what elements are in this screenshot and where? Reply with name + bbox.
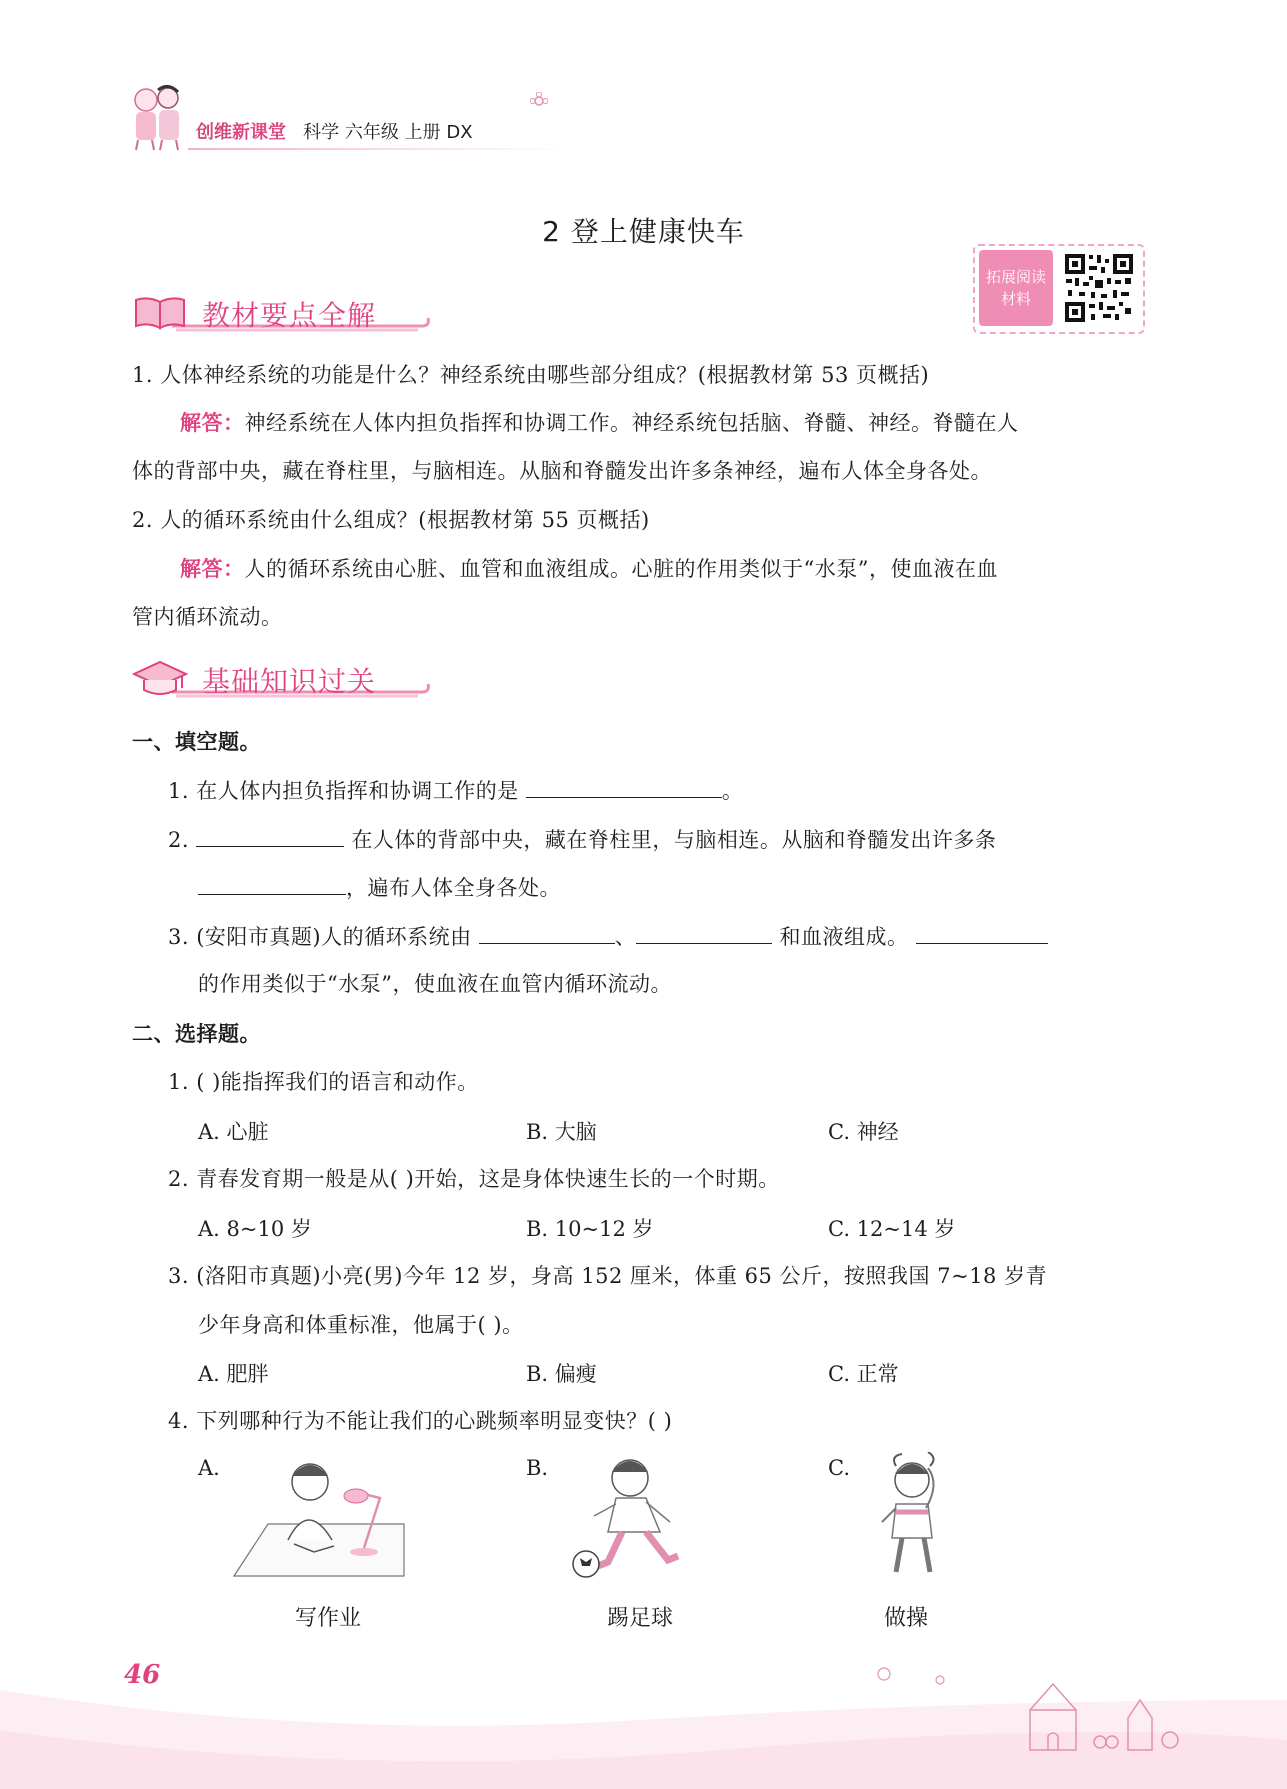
- caption-homework: 写作业: [294, 1606, 361, 1631]
- section-title: 教材要点全解: [202, 299, 377, 332]
- fill-2-num: 2.: [168, 828, 190, 852]
- choice-4-option-c[interactable]: C.: [828, 1456, 850, 1480]
- choice-2-option-a[interactable]: A. 8~10 岁: [198, 1217, 312, 1241]
- choice-4-option-b[interactable]: B.: [526, 1456, 549, 1480]
- answer-blank[interactable]: [916, 921, 1048, 944]
- fill-1-text: 1. 在人体内担负指挥和协调工作的是: [168, 779, 519, 803]
- section-title: 基础知识过关: [202, 665, 377, 698]
- part-2-title: 二、选择题。: [132, 1022, 261, 1046]
- book-icon: [136, 298, 184, 328]
- caption-football: 踢足球: [606, 1606, 673, 1631]
- answer-1-text-1: 神经系统在人体内担负指挥和协调工作。神经系统包括脑、脊髓、神经。脊髓在人: [244, 411, 1019, 435]
- answer-blank[interactable]: [636, 921, 772, 944]
- question-2: 2. 人的循环系统由什么组成？(根据教材第 55 页概括): [132, 508, 650, 532]
- section-banner-basics: [132, 656, 432, 704]
- answer-label: 解答：: [180, 557, 245, 581]
- brand-name-b: 新课堂: [232, 122, 286, 143]
- lesson-title: 2 登上健康快车: [542, 215, 745, 248]
- child-playing-football-illustration: [566, 1452, 706, 1582]
- fill-question-2-cont: [198, 872, 561, 903]
- choice-question-2: 2. 青春发育期一般是从( )开始，这是身体快速生长的一个时期。: [168, 1167, 780, 1191]
- flower-icon: [878, 1668, 944, 1684]
- choice-4-option-a[interactable]: A.: [198, 1456, 220, 1480]
- answer-label: 解答：: [180, 411, 245, 435]
- child-doing-exercise-illustration: [860, 1452, 960, 1582]
- fill-2-text: 在人体的背部中央，藏在脊柱里，与脑相连。从脑和脊髓发出许多条: [351, 828, 997, 852]
- answer-2-text-1: 人的循环系统由心脏、血管和血液组成。心脏的作用类似于“水泵”，使血液在血: [244, 557, 998, 581]
- page-number: 46: [124, 1660, 161, 1690]
- qr-code-icon[interactable]: [1063, 252, 1135, 324]
- choice-question-1: 1. ( )能指挥我们的语言和动作。: [168, 1070, 479, 1094]
- footer-wave-decoration: [0, 1630, 1287, 1789]
- choice-3-option-c[interactable]: C. 正常: [828, 1362, 899, 1386]
- brand-name-a: 创维: [196, 122, 232, 143]
- fill-1-end: 。: [721, 779, 744, 803]
- answer-2-line-2: 管内循环流动。: [132, 605, 283, 629]
- fill-3-text-2: 和血液组成。: [779, 925, 909, 949]
- answer-blank[interactable]: [198, 872, 346, 895]
- answer-blank[interactable]: [526, 775, 722, 798]
- graduation-cap-icon: [134, 662, 186, 694]
- choice-3-option-a[interactable]: A. 肥胖: [198, 1362, 269, 1386]
- part-1-title: 一、填空题。: [132, 730, 261, 754]
- choice-question-3-line-2: 少年身高和体重标准，他属于( )。: [198, 1313, 524, 1337]
- fill-question-1: [168, 775, 743, 806]
- flower-icon: [530, 92, 548, 110]
- qr-code-box[interactable]: [973, 244, 1145, 334]
- section-banner-key-points: [132, 290, 432, 338]
- answer-blank[interactable]: [196, 824, 344, 847]
- choice-1-option-a[interactable]: A. 心脏: [198, 1120, 269, 1144]
- child-doing-homework-illustration: [228, 1452, 408, 1580]
- answer-1-line-2: 体的背部中央，藏在脊柱里，与脑相连。从脑和脊髓发出许多条神经，遍布人体全身各处。: [132, 459, 992, 483]
- choice-1-option-b[interactable]: B. 大脑: [526, 1120, 597, 1144]
- choice-question-3-line-1: 3. (洛阳市真题)小亮(男)今年 12 岁，身高 152 厘米，体重 65 公斤，按照我国 7~18 岁青: [168, 1264, 1048, 1288]
- header-rule: [188, 148, 568, 150]
- fill-question-3-cont: 的作用类似于“水泵”，使血液在血管内循环流动。: [198, 972, 672, 996]
- page-header: [128, 82, 548, 154]
- cartoon-kids-logo-icon: [128, 82, 190, 152]
- qr-label: 拓展阅读材料: [979, 250, 1053, 326]
- question-1: 1. 人体神经系统的功能是什么？神经系统由哪些部分组成？(根据教材第 53 页概括): [132, 363, 930, 387]
- book-meta: 科学 六年级 上册 DX: [303, 122, 473, 143]
- choice-3-option-b[interactable]: B. 偏瘦: [526, 1362, 597, 1386]
- fill-3-sep: 、: [614, 925, 637, 949]
- choice-2-option-b[interactable]: B. 10~12 岁: [526, 1217, 654, 1241]
- answer-2-line-1: [180, 554, 998, 584]
- fill-question-3: [168, 921, 1048, 952]
- caption-exercise: 做操: [883, 1606, 928, 1631]
- fill-question-2: [168, 824, 996, 855]
- choice-question-4: 4. 下列哪种行为不能让我们的心跳频率明显变快？( ): [168, 1409, 673, 1433]
- answer-blank[interactable]: [479, 921, 615, 944]
- answer-1-line-1: [180, 408, 1019, 438]
- header-text: [196, 118, 473, 144]
- choice-1-option-c[interactable]: C. 神经: [828, 1120, 899, 1144]
- choice-2-option-c[interactable]: C. 12~14 岁: [828, 1217, 956, 1241]
- fill-3-text: 3. (安阳市真题)人的循环系统由: [168, 925, 472, 949]
- fill-2-text-2: ，遍布人体全身各处。: [346, 876, 561, 900]
